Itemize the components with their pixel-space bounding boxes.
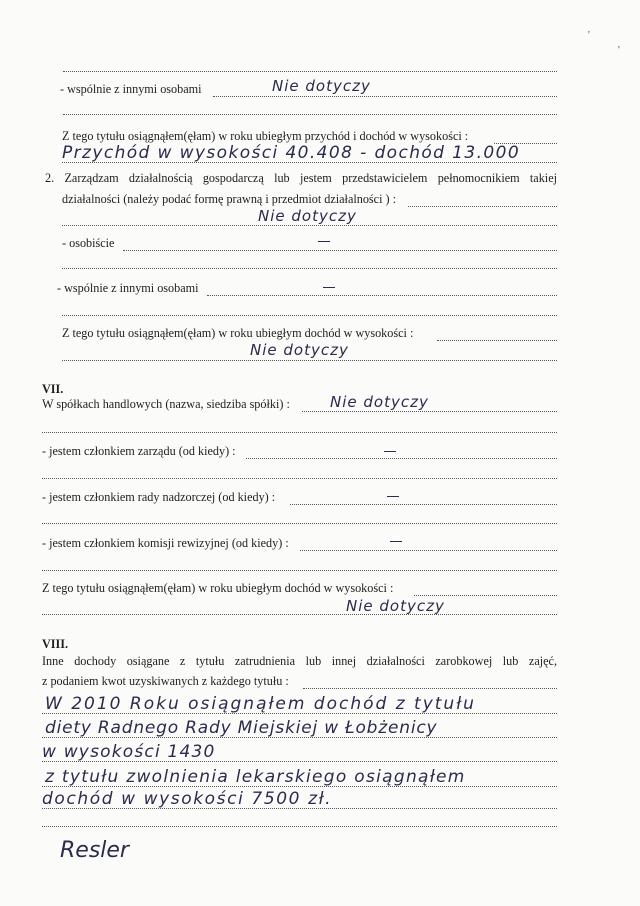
section-vii-heading: VII. [42, 382, 64, 396]
viii-answer-line: W 2010 Roku osiągnąłem dochód z tytułu [45, 694, 476, 714]
viii-answer-line: dochód w wysokości 7500 zł. [42, 789, 333, 809]
viii-answer-rule [42, 761, 557, 762]
blank-line [63, 114, 557, 115]
margin-mark: ' [588, 30, 590, 41]
supervisory-answer-line [290, 504, 557, 505]
margin-mark: ' [618, 45, 620, 56]
board-label: - jestem członkiem zarządu (od kiedy) : [42, 444, 236, 458]
viii-answer-rule [42, 737, 557, 738]
blank-line [63, 71, 557, 72]
blank-line [42, 570, 557, 571]
jointly-answer: Nie dotyczy [272, 77, 371, 95]
viii-answer-line: z tytułu zwolnienia lekarskiego osiągnąłem [45, 767, 466, 787]
jointly-answer-line [213, 96, 557, 97]
vii-income-answer: Nie dotyczy [346, 597, 445, 615]
viii-text-dots [303, 688, 557, 689]
jointly2-answer-line [207, 295, 557, 296]
blank-line [42, 826, 557, 827]
income2-answer: Nie dotyczy [250, 341, 349, 359]
viii-text-cont: z podaniem kwot uzyskiwanych z każdego tytułu : [42, 674, 289, 688]
blank-line [62, 315, 557, 316]
blank-line [62, 225, 557, 226]
blank-line [42, 478, 557, 479]
dash-mark [384, 451, 396, 452]
item2-text: 2. Zarządzam działalnością gospodarczą lub jestem przedstawicielem pełnomocnikiem takiej [45, 171, 557, 185]
income-answer-line [62, 162, 557, 163]
audit-label: - jestem członkiem komisji rewizyjnej (od kiedy) : [42, 536, 289, 550]
item2-answer: Nie dotyczy [258, 207, 357, 225]
viii-text: Inne dochody osiągane z tytułu zatrudnienia lub innej działalności zarobkowej lub zajęć, [42, 654, 557, 668]
companies-answer-line [302, 411, 557, 412]
viii-answer-line: w wysokości 1430 [42, 742, 216, 762]
blank-line [42, 432, 557, 433]
item2-answer-line [408, 206, 557, 207]
viii-answer-rule [42, 713, 557, 714]
dash-mark [390, 541, 402, 542]
viii-answer-line: diety Radnego Rady Miejskiej w Łobżenicy [45, 718, 438, 738]
dash-mark [318, 241, 330, 242]
blank-line [62, 268, 557, 269]
vii-income-label: Z tego tytułu osiągnąłem(ęłam) w roku ubiegłym dochód w wysokości : [42, 581, 394, 595]
vii-income-label-dots [414, 595, 557, 596]
personally-answer-line [123, 250, 557, 251]
income2-label-dots [437, 340, 557, 341]
section-viii-heading: VIII. [42, 637, 69, 651]
viii-answer-rule [42, 786, 557, 787]
income-label: Z tego tytułu osiągnąłem(ęłam) w roku ubiegłym przychód i dochód w wysokości : [62, 129, 469, 143]
income-answer: Przychód w wysokości 40.408 - dochód 13.000 [62, 143, 521, 163]
dash-mark [323, 287, 335, 288]
vii-income-answer-line [42, 614, 557, 615]
dash-mark [387, 496, 399, 497]
personally-label: - osobiście [62, 236, 115, 250]
companies-answer: Nie dotyczy [330, 393, 429, 411]
jointly2-label: - wspólnie z innymi osobami [57, 281, 199, 295]
item2-text-cont: działalności (należy podać formę prawną i przedmiot działalności ) : [62, 192, 397, 206]
signature: Resler [60, 838, 129, 863]
companies-label: W spółkach handlowych (nazwa, siedziba spółki) : [42, 397, 290, 411]
viii-answer-rule [42, 808, 557, 809]
income2-answer-line [62, 360, 557, 361]
supervisory-label: - jestem członkiem rady nadzorczej (od kiedy) : [42, 490, 276, 504]
board-answer-line [246, 458, 557, 459]
audit-answer-line [300, 550, 557, 551]
income2-label: Z tego tytułu osiągnąłem(ęłam) w roku ubiegłym dochód w wysokości : [62, 326, 414, 340]
blank-line [42, 523, 557, 524]
jointly-label: - wspólnie z innymi osobami [60, 82, 202, 96]
